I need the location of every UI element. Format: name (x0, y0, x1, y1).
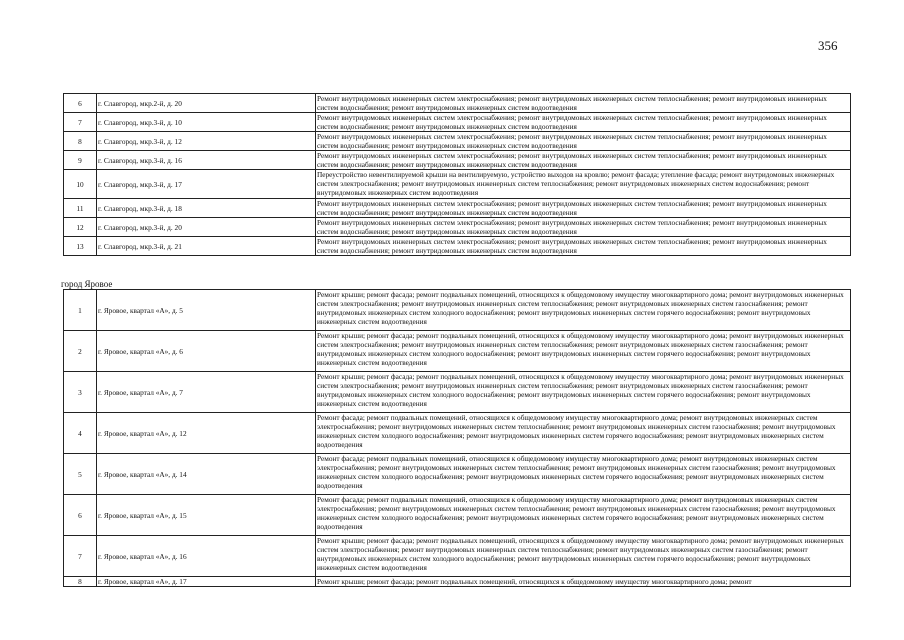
address-cell: г. Славгород, мкр.3-й, д. 16 (97, 151, 316, 170)
table-row (64, 495, 851, 536)
address-cell: г. Славгород, мкр.3-й, д. 17 (97, 170, 316, 199)
address-cell: г. Яровое, квартал «А», д. 15 (97, 495, 316, 536)
row-number: 4 (64, 413, 97, 454)
address-cell: г. Славгород, мкр.3-й, д. 18 (97, 199, 316, 218)
works-cell: Ремонт внутридомовых инженерных систем электроснабжения; ремонт внутридомовых инженерных систем теплоснабжения; ремонт внутридомовых инженерных систем водоснабжения; ремонт внутридомовых инженерных систем водоотведения (316, 113, 851, 132)
row-number: 10 (64, 170, 97, 199)
row-number: 13 (64, 237, 97, 256)
table-row (64, 218, 851, 237)
row-number: 2 (64, 331, 97, 372)
row-number: 6 (64, 495, 97, 536)
address-cell: г. Яровое, квартал «А», д. 7 (97, 372, 316, 413)
table-row (64, 331, 851, 372)
works-cell: Ремонт внутридомовых инженерных систем электроснабжения; ремонт внутридомовых инженерных систем теплоснабжения; ремонт внутридомовых инженерных систем водоснабжения; ремонт внутридомовых инженерных систем водоотведения (316, 151, 851, 170)
section-title: город Яровое (61, 279, 113, 289)
table-row (64, 413, 851, 454)
table-row (64, 113, 851, 132)
row-number: 7 (64, 113, 97, 132)
works-table-yarovoe (63, 289, 851, 587)
address-cell: г. Славгород, мкр.3-й, д. 10 (97, 113, 316, 132)
table-row (64, 170, 851, 199)
address-cell: г. Славгород, мкр.3-й, д. 21 (97, 237, 316, 256)
address-cell: г. Славгород, мкр.2-й, д. 20 (97, 94, 316, 113)
row-number: 7 (64, 536, 97, 577)
row-number: 8 (64, 132, 97, 151)
works-cell: Ремонт внутридомовых инженерных систем электроснабжения; ремонт внутридомовых инженерных систем теплоснабжения; ремонт внутридомовых инженерных систем водоснабжения; ремонт внутридомовых инженерных систем водоотведения (316, 237, 851, 256)
row-number: 3 (64, 372, 97, 413)
address-cell: г. Славгород, мкр.3-й, д. 12 (97, 132, 316, 151)
row-number: 1 (64, 290, 97, 331)
address-cell: г. Яровое, квартал «А», д. 14 (97, 454, 316, 495)
works-cell: Ремонт фасада; ремонт подвальных помещений, относящихся к общедомовому имуществу многоквартирного дома; ремонт внутридомовых инженерных систем электроснабжения; ремонт внутридомовых инженерных систем теплоснабжения; ремонт внутридомовых инженерных систем газоснабжения; ремонт внутридомовых инженерных систем холодного водоснабжения; ремонт внутридомовых инженерных систем горячего водоснабжения; ремонт внутридомовых инженерных систем водоотведения (316, 413, 851, 454)
table-row (64, 536, 851, 577)
works-cell: Ремонт внутридомовых инженерных систем электроснабжения; ремонт внутридомовых инженерных систем теплоснабжения; ремонт внутридомовых инженерных систем водоснабжения; ремонт внутридомовых инженерных систем водоотведения (316, 199, 851, 218)
table-row (64, 237, 851, 256)
works-cell: Ремонт крыши; ремонт фасада; ремонт подвальных помещений, относящихся к общедомовому имуществу многоквартирного дома; ремонт внутридомовых инженерных систем электроснабжения; ремонт внутридомовых инженерных систем теплоснабжения; ремонт внутридомовых инженерных систем газоснабжения; ремонт внутридомовых инженерных систем холодного водоснабжения; ремонт внутридомовых инженерных систем горячего водоснабжения; ремонт внутридомовых инженерных систем водоотведения (316, 290, 851, 331)
works-cell: Ремонт фасада; ремонт подвальных помещений, относящихся к общедомовому имуществу многоквартирного дома; ремонт внутридомовых инженерных систем электроснабжения; ремонт внутридомовых инженерных систем теплоснабжения; ремонт внутридомовых инженерных систем газоснабжения; ремонт внутридомовых инженерных систем холодного водоснабжения; ремонт внутридомовых инженерных систем горячего водоснабжения; ремонт внутридомовых инженерных систем водоотведения (316, 454, 851, 495)
row-number: 12 (64, 218, 97, 237)
works-cell: Ремонт крыши; ремонт фасада; ремонт подвальных помещений, относящихся к общедомовому имуществу многоквартирного дома; ремонт (316, 577, 851, 587)
table-row (64, 199, 851, 218)
address-cell: г. Яровое, квартал «А», д. 17 (97, 577, 316, 587)
works-cell: Ремонт внутридомовых инженерных систем электроснабжения; ремонт внутридомовых инженерных систем теплоснабжения; ремонт внутридомовых инженерных систем водоснабжения; ремонт внутридомовых инженерных систем водоотведения (316, 94, 851, 113)
row-number: 11 (64, 199, 97, 218)
row-number: 5 (64, 454, 97, 495)
table-row (64, 94, 851, 113)
address-cell: г. Яровое, квартал «А», д. 6 (97, 331, 316, 372)
table-row (64, 372, 851, 413)
works-cell: Ремонт крыши; ремонт фасада; ремонт подвальных помещений, относящихся к общедомовому имуществу многоквартирного дома; ремонт внутридомовых инженерных систем электроснабжения; ремонт внутридомовых инженерных систем теплоснабжения; ремонт внутридомовых инженерных систем газоснабжения; ремонт внутридомовых инженерных систем холодного водоснабжения; ремонт внутридомовых инженерных систем горячего водоснабжения; ремонт внутридомовых инженерных систем водоотведения (316, 331, 851, 372)
address-cell: г. Яровое, квартал «А», д. 12 (97, 413, 316, 454)
works-cell: Ремонт фасада; ремонт подвальных помещений, относящихся к общедомовому имуществу многоквартирного дома; ремонт внутридомовых инженерных систем электроснабжения; ремонт внутридомовых инженерных систем теплоснабжения; ремонт внутридомовых инженерных систем газоснабжения; ремонт внутридомовых инженерных систем холодного водоснабжения; ремонт внутридомовых инженерных систем горячего водоснабжения; ремонт внутридомовых инженерных систем водоотведения (316, 495, 851, 536)
works-table-slavgorod (63, 93, 851, 256)
table-row (64, 290, 851, 331)
works-cell: Ремонт внутридомовых инженерных систем электроснабжения; ремонт внутридомовых инженерных систем теплоснабжения; ремонт внутридомовых инженерных систем водоснабжения; ремонт внутридомовых инженерных систем водоотведения (316, 132, 851, 151)
row-number: 8 (64, 577, 97, 587)
address-cell: г. Яровое, квартал «А», д. 16 (97, 536, 316, 577)
row-number: 9 (64, 151, 97, 170)
works-cell: Переустройство невентилируемой крыши на вентилируемую, устройство выходов на кровлю; ремонт фасада; утепление фасада; ремонт внутридомовых инженерных систем электроснабжения; ремонт внутридомовых инженерных систем теплоснабжения; ремонт внутридомовых инженерных систем водоснабжения; ремонт внутридомовых инженерных систем водоотведения (316, 170, 851, 199)
works-cell: Ремонт крыши; ремонт фасада; ремонт подвальных помещений, относящихся к общедомовому имуществу многоквартирного дома; ремонт внутридомовых инженерных систем электроснабжения; ремонт внутридомовых инженерных систем теплоснабжения; ремонт внутридомовых инженерных систем газоснабжения; ремонт внутридомовых инженерных систем холодного водоснабжения; ремонт внутридомовых инженерных систем горячего водоснабжения; ремонт внутридомовых инженерных систем водоотведения (316, 372, 851, 413)
works-cell: Ремонт внутридомовых инженерных систем электроснабжения; ремонт внутридомовых инженерных систем теплоснабжения; ремонт внутридомовых инженерных систем водоснабжения; ремонт внутридомовых инженерных систем водоотведения (316, 218, 851, 237)
table-row (64, 454, 851, 495)
address-cell: г. Славгород, мкр.3-й, д. 20 (97, 218, 316, 237)
address-cell: г. Яровое, квартал «А», д. 5 (97, 290, 316, 331)
table-row (64, 577, 851, 587)
table-row (64, 132, 851, 151)
works-cell: Ремонт крыши; ремонт фасада; ремонт подвальных помещений, относящихся к общедомовому имуществу многоквартирного дома; ремонт внутридомовых инженерных систем электроснабжения; ремонт внутридомовых инженерных систем теплоснабжения; ремонт внутридомовых инженерных систем газоснабжения; ремонт внутридомовых инженерных систем холодного водоснабжения; ремонт внутридомовых инженерных систем горячего водоснабжения; ремонт внутридомовых инженерных систем водоотведения (316, 536, 851, 577)
page-number: 356 (818, 38, 838, 53)
table-row (64, 151, 851, 170)
row-number: 6 (64, 94, 97, 113)
